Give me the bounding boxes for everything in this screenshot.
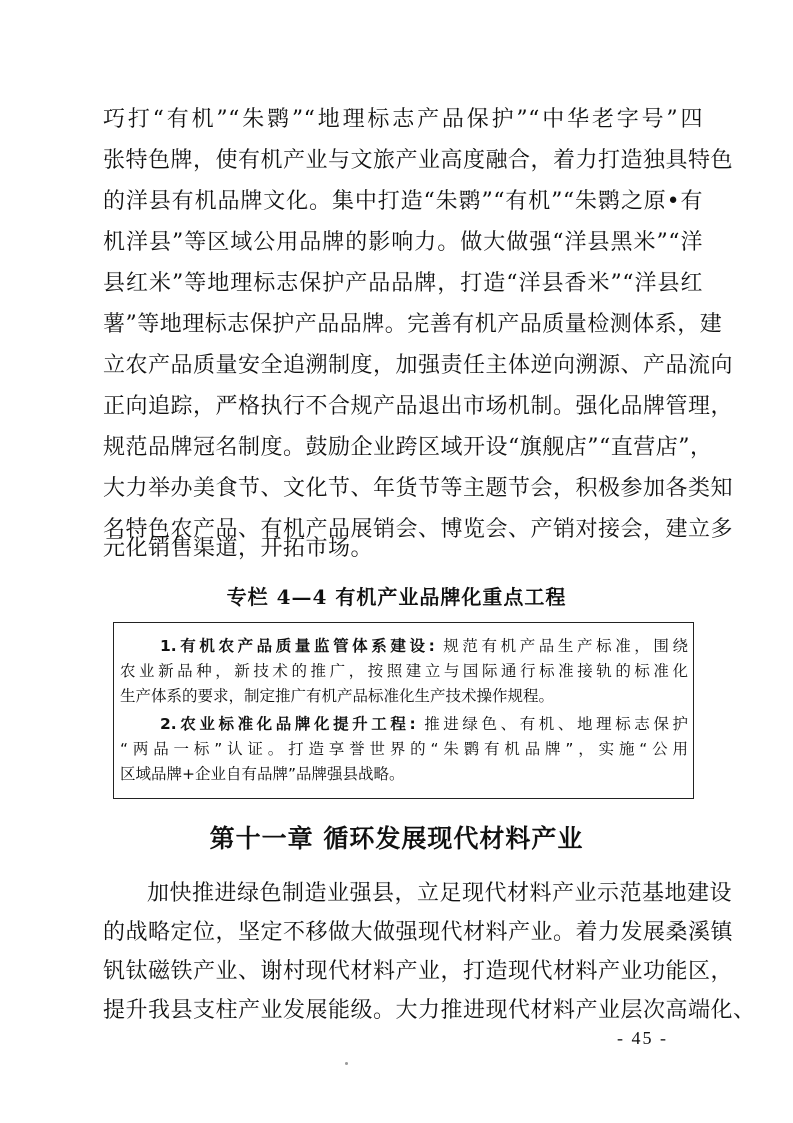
text-line: 正向追踪，严格执行不合规产品退出市场机制。强化品牌管理， [103,394,734,419]
sidebar-item-1-line: 农业新品种，新技术的推广，按照建立与国际通行标准接轨的标准化 [120,662,688,680]
text-line: 机洋县”等区域公用品牌的影响力。做大做强“洋县黑米”“洋 [103,230,703,255]
text-line: 立农产品质量安全追溯制度，加强责任主体逆向溯源、产品流向 [103,353,734,378]
page-number: - 45 - [617,1028,668,1048]
text-line: 提升我县支柱产业发展能级。大力推进现代材料产业层次高端化、 [103,998,756,1023]
text-line: 规范品牌冠名制度。鼓励企业跨区域开设“旗舰店”“直营店”， [103,435,713,460]
sidebar-title: 专栏 4—4 有机产业品牌化重点工程 [226,585,567,609]
text-line: 薯”等地理标志保护产品品牌。完善有机产品质量检测体系，建 [103,312,723,337]
text-line: 张特色牌，使有机产业与文旅产业高度融合，着力打造独具特色 [103,148,734,173]
text-line: 钒钛磁铁产业、谢村现代材料产业，打造现代材料产业功能区， [103,959,734,984]
text-line: 加快推进绿色制造业强县，立足现代材料产业示范基地建设 [147,881,733,906]
text-line: 巧打“有机”“朱鹮”“地理标志产品保护”“中华老字号”四 [103,107,703,132]
text-line: 的战略定位，坚定不移做大做强现代材料产业。着力发展桑溪镇 [103,920,734,945]
sidebar-item-2-text: 推进绿色、有机、地理标志保护 [415,715,688,733]
scan-speck [345,1062,348,1065]
sidebar-item-2-line: 区域品牌+企业自有品牌”品牌强县战略。 [120,765,405,783]
sidebar-item-1-text: 规范有机产品生产标准，围绕 [434,637,689,655]
text-line-last: 元化销售渠道，开拓市场。 [103,536,374,561]
text-line: 大力举办美食节、文化节、年货节等主题节会，积极参加各类知 [103,476,734,501]
sidebar-item-2-line: “两品一标”认证。打造享誉世界的“朱鹮有机品牌”，实施“公用 [120,740,688,758]
sidebar-item-1-heading: 1.有机农产品质量监管体系建设: [160,637,435,655]
sidebar-item-1-first-line [160,636,688,656]
chapter-title: 第十一章 循环发展现代材料产业 [209,824,584,853]
text-line: 名特色农产品、有机产品展销会、博览会、产销对接会，建立多 [103,517,734,542]
text-line: 的洋县有机品牌文化。集中打造“朱鹮”“有机”“朱鹮之原•有 [103,189,703,214]
sidebar-item-2-first-line [160,714,688,734]
text-line: 县红米”等地理标志保护产品品牌，打造“洋县香米”“洋县红 [103,271,703,296]
sidebar-item-1-line: 生产体系的要求，制定推广有机产品标准化生产技术操作规程。 [120,687,555,705]
sidebar-item-2-heading: 2.农业标准化品牌化提升工程: [160,715,416,733]
